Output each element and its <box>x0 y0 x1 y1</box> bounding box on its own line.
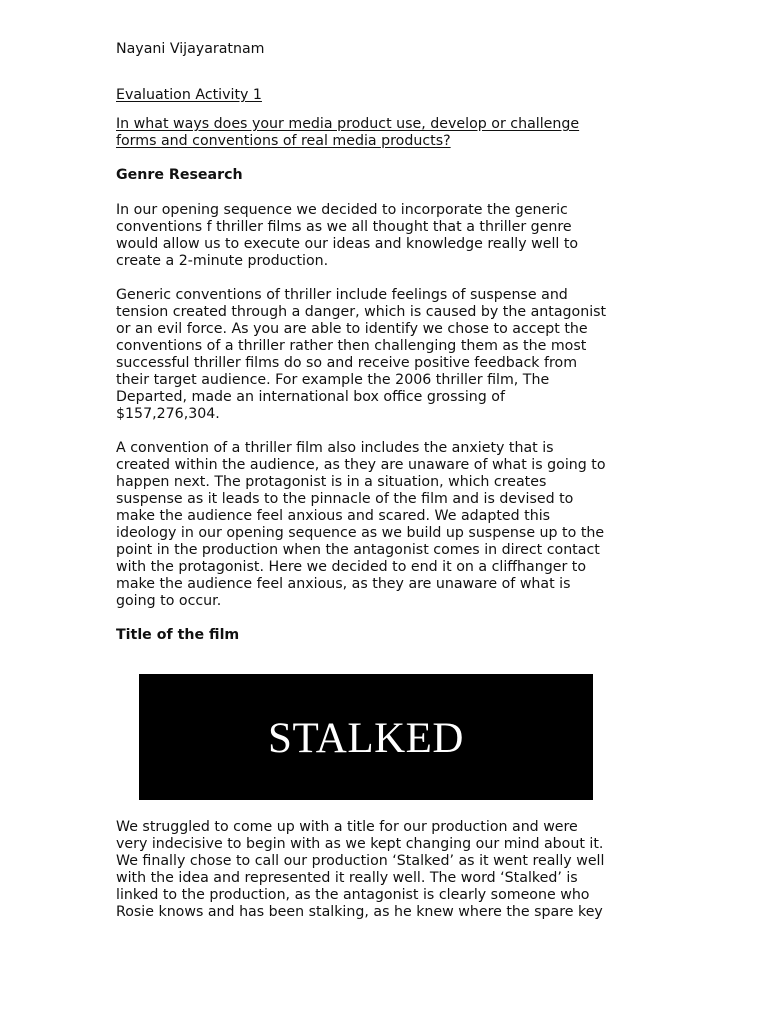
text-line: with the protagonist. Here we decided to end it on a cliffhanger to <box>116 559 587 575</box>
text-line: created within the audience, as they are unaware of what is going to <box>116 457 606 473</box>
text-line: In our opening sequence we decided to incorporate the generic <box>116 202 568 218</box>
text-line: make the audience feel anxious, as they are unaware of what is <box>116 576 571 592</box>
text-line: very indecisive to begin with as we kept changing our mind about it. <box>116 836 604 852</box>
activity-title: Evaluation Activity 1 <box>116 87 262 103</box>
genre-research-heading: Genre Research <box>116 167 243 183</box>
text-line: linked to the production, as the antagonist is clearly someone who <box>116 887 590 903</box>
text-line: We struggled to come up with a title for our production and were <box>116 819 578 835</box>
film-title-image <box>139 674 593 800</box>
paragraph-title-choice <box>116 819 656 921</box>
text-line: We finally chose to call our production ‘Stalked’ as it went really well <box>116 853 605 869</box>
text-line: A convention of a thriller film also includes the anxiety that is <box>116 440 554 456</box>
text-line: $157,276,304. <box>116 406 220 422</box>
text-line: conventions f thriller films as we all thought that a thriller genre <box>116 219 572 235</box>
text-line: ideology in our opening sequence as we build up suspense up to the <box>116 525 605 541</box>
question-line: forms and conventions of real media products? <box>116 133 451 149</box>
text-line: would allow us to execute our ideas and knowledge really well to <box>116 236 579 252</box>
text-line: going to occur. <box>116 593 222 609</box>
text-line: their target audience. For example the 2006 thriller film, The <box>116 372 550 388</box>
text-line: suspense as it leads to the pinnacle of the film and is devised to <box>116 491 574 507</box>
author-name: Nayani Vijayaratnam <box>116 41 265 57</box>
document-body <box>116 41 656 662</box>
paragraph-anxiety <box>116 440 656 610</box>
film-title-text: STALKED <box>268 714 464 762</box>
text-line: conventions of a thriller rather then challenging them as the most <box>116 338 587 354</box>
text-line: successful thriller films do so and receive positive feedback from <box>116 355 578 371</box>
question <box>116 116 656 150</box>
text-line: Rosie knows and has been stalking, as he knew where the spare key <box>116 904 603 920</box>
text-line: Generic conventions of thriller include feelings of suspense and <box>116 287 568 303</box>
text-line: make the audience feel anxious and scared. We adapted this <box>116 508 551 524</box>
text-line: create a 2-minute production. <box>116 253 329 269</box>
text-line: happen next. The protagonist is in a situation, which creates <box>116 474 547 490</box>
text-line: Departed, made an international box office grossing of <box>116 389 505 405</box>
text-line: with the idea and represented it really well. The word ‘Stalked’ is <box>116 870 578 886</box>
title-of-film-heading: Title of the film <box>116 627 240 643</box>
question-line: In what ways does your media product use, develop or challenge <box>116 116 580 132</box>
paragraph-genre <box>116 202 656 270</box>
text-line: point in the production when the antagonist comes in direct contact <box>116 542 600 558</box>
text-line: tension created through a danger, which is caused by the antagonist <box>116 304 607 320</box>
text-line: or an evil force. As you are able to identify we chose to accept the <box>116 321 588 337</box>
paragraph-conventions <box>116 287 656 423</box>
